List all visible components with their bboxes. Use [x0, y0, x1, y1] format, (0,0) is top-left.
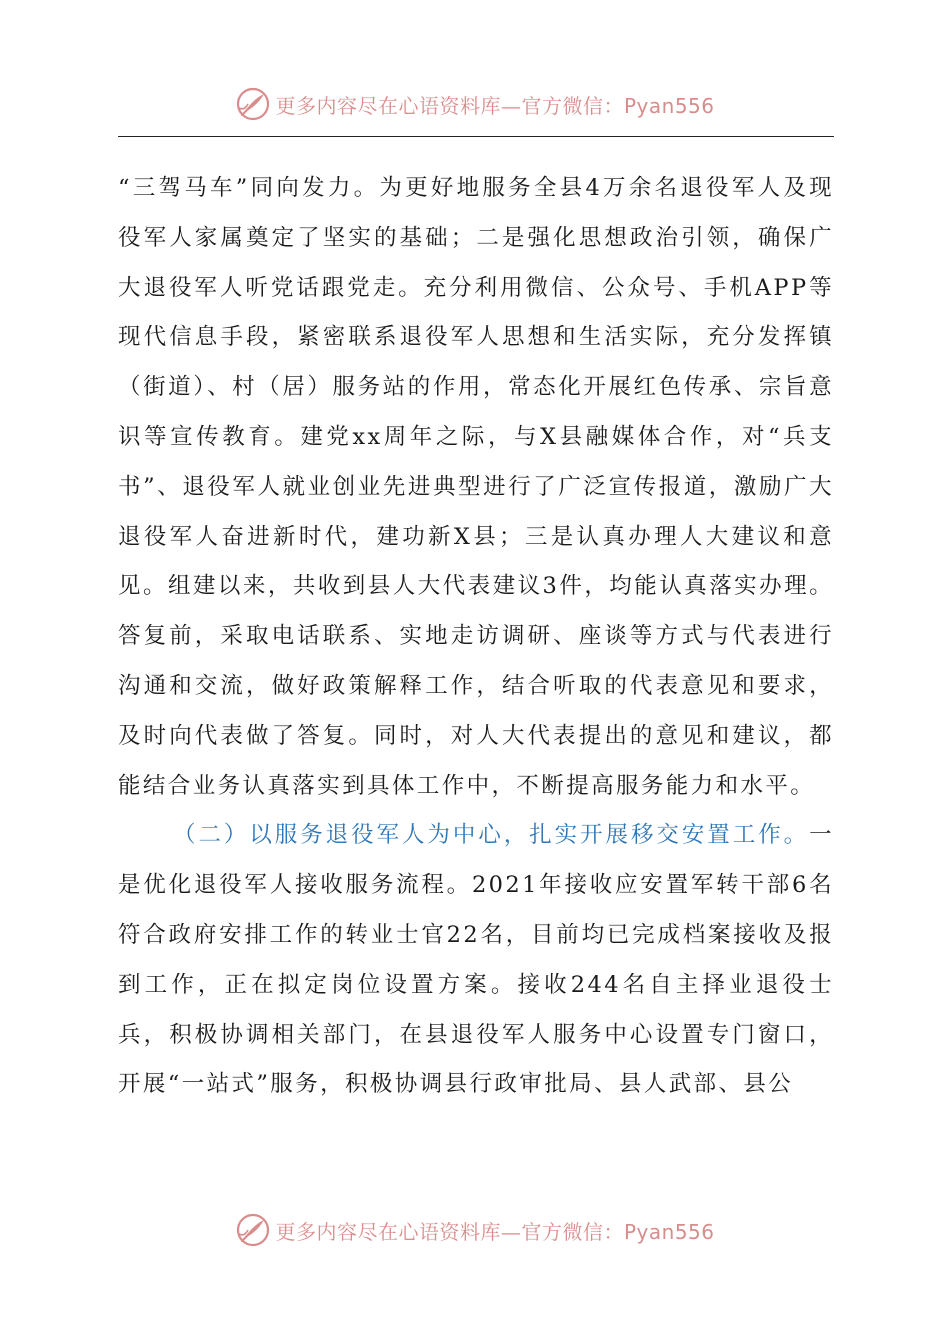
watermark-text: 更多内容尽在心语资料库—官方微信：Pyan556	[275, 1219, 715, 1244]
watermark-wechat-id: Pyan556	[623, 1219, 715, 1244]
footer-watermark	[0, 1208, 950, 1252]
section-heading: （二）以服务退役军人为中心，扎实开展移交安置工作。	[173, 822, 810, 849]
quill-pen-logo-icon	[235, 86, 271, 122]
watermark-wechat-id: Pyan556	[623, 93, 715, 118]
header-watermark	[0, 82, 950, 126]
paragraph-2-text: 一是优化退役军人接收服务流程。2021年接收应安置军转干部6名符合政府安排工作的转业士官22名，目前均已完成档案接收及报到工作，正在拟定岗位设置方案。接收244名自主择业退役士兵，积极协调相关部门，在县退役军人服务中心设置专门窗口，开展“一站式”服务，积极协调县行政审批局、县人武部、县公	[118, 822, 834, 1098]
header-divider	[118, 136, 834, 137]
paragraph-1: “三驾马车”同向发力。为更好地服务全县4万余名退役军人及现役军人家属奠定了坚实的基础；二是强化思想政治引领，确保广大退役军人听党话跟党走。充分利用微信、公众号、手机APP等现代信息手段，紧密联系退役军人思想和生活实际，充分发挥镇（街道）、村（居）服务站的作用，常态化开展红色传承、宗旨意识等宣传教育。建党xx周年之际，与X县融媒体合作，对“兵支书”、退役军人就业创业先进典型进行了广泛宣传报道，激励广大退役军人奋进新时代，建功新X县；三是认真办理人大建议和意见。组建以来，共收到县人大代表建议3件，均能认真落实办理。答复前，采取电话联系、实地走访调研、座谈等方式与代表进行沟通和交流，做好政策解释工作，结合听取的代表意见和要求，及时向代表做了答复。同时，对人大代表提出的意见和建议，都能结合业务认真落实到具体工作中，不断提高服务能力和水平。	[118, 175, 834, 799]
paragraph-2	[118, 811, 834, 1110]
document-body	[118, 164, 834, 1110]
watermark-text: 更多内容尽在心语资料库—官方微信：Pyan556	[275, 93, 715, 118]
quill-pen-logo-icon	[235, 1212, 271, 1248]
